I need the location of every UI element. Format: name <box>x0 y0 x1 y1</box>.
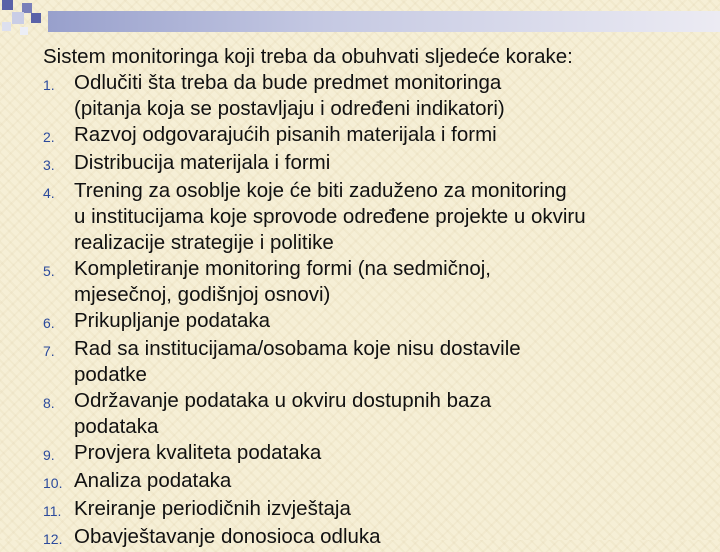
list-item-line: Prikupljanje podataka <box>74 309 271 332</box>
list-item <box>43 122 715 150</box>
list-item-line: Analiza podataka <box>74 469 232 492</box>
list-item-number: 8. <box>43 395 55 411</box>
list-item-line: Razvoj odgovarajućih pisanih materijala i formi <box>74 123 497 146</box>
list-item-text <box>74 122 497 148</box>
list-item-text <box>74 388 491 440</box>
list-item-text <box>74 308 270 334</box>
steps-list <box>43 70 715 552</box>
list-item-line: podataka <box>74 415 159 438</box>
list-item-line: Odlučiti šta treba da bude predmet monitoringa <box>74 71 502 94</box>
list-item <box>43 308 715 336</box>
list-item <box>43 256 715 308</box>
list-item-line: realizacije strategije i politike <box>74 231 334 254</box>
list-item <box>43 336 715 388</box>
list-item-number: 9. <box>43 447 55 463</box>
list-item-line: (pitanja koja se postavljaju i određeni indikatori) <box>74 97 505 120</box>
list-item-line: Obavještavanje donosioca odluka <box>74 525 381 548</box>
list-item-number: 5. <box>43 263 55 279</box>
list-item-number: 3. <box>43 157 55 173</box>
decor-square <box>2 0 13 10</box>
list-item <box>43 468 715 496</box>
list-item-number: 11. <box>43 503 62 519</box>
list-item-number: 10. <box>43 475 63 491</box>
slide-content <box>43 44 715 552</box>
list-item-text <box>74 440 321 466</box>
list-item-text <box>74 336 521 388</box>
list-item-text <box>74 150 330 176</box>
decor-square <box>12 12 24 24</box>
decor-square <box>31 13 41 23</box>
list-item-number: 7. <box>43 343 55 359</box>
decor-square <box>2 22 11 31</box>
list-item-number: 12. <box>43 531 63 547</box>
list-item-number: 4. <box>43 185 55 201</box>
list-item-line: Kompletiranje monitoring formi (na sedmičnoj, <box>74 257 492 280</box>
list-item-text <box>74 256 491 308</box>
list-item <box>43 524 715 552</box>
list-item <box>43 388 715 440</box>
list-item-line: podatke <box>74 363 147 386</box>
list-item-text <box>74 496 351 522</box>
list-item-line: Distribucija materijala i formi <box>74 151 331 174</box>
list-item-text <box>74 178 586 256</box>
list-item <box>43 178 715 256</box>
list-item-line: Rad sa institucijama/osobama koje nisu dostavile <box>74 337 521 360</box>
title-bar <box>48 11 720 32</box>
list-item-line: u institucijama koje sprovode određene projekte u okviru <box>74 205 586 228</box>
list-item-line: Održavanje podataka u okviru dostupnih baza <box>74 389 492 412</box>
list-item <box>43 440 715 468</box>
list-item <box>43 496 715 524</box>
list-item-line: Trening za osoblje koje će biti zaduženo za monitoring <box>74 179 567 202</box>
list-item-line: Kreiranje periodičnih izvještaja <box>74 497 351 520</box>
list-item-number: 2. <box>43 129 55 145</box>
list-item <box>43 70 715 122</box>
list-item-text <box>74 524 381 550</box>
list-item <box>43 150 715 178</box>
list-item-text <box>74 468 231 494</box>
list-item-number: 1. <box>43 77 55 93</box>
list-item-number: 6. <box>43 315 55 331</box>
header-decoration <box>0 0 720 40</box>
list-item-line: Provjera kvaliteta podataka <box>74 441 322 464</box>
intro-text: Sistem monitoringa koji treba da obuhvati sljedeće korake: <box>43 45 573 68</box>
decor-square <box>20 27 28 35</box>
list-item-line: mjesečnoj, godišnjoj osnovi) <box>74 283 331 306</box>
list-item-text <box>74 70 505 122</box>
